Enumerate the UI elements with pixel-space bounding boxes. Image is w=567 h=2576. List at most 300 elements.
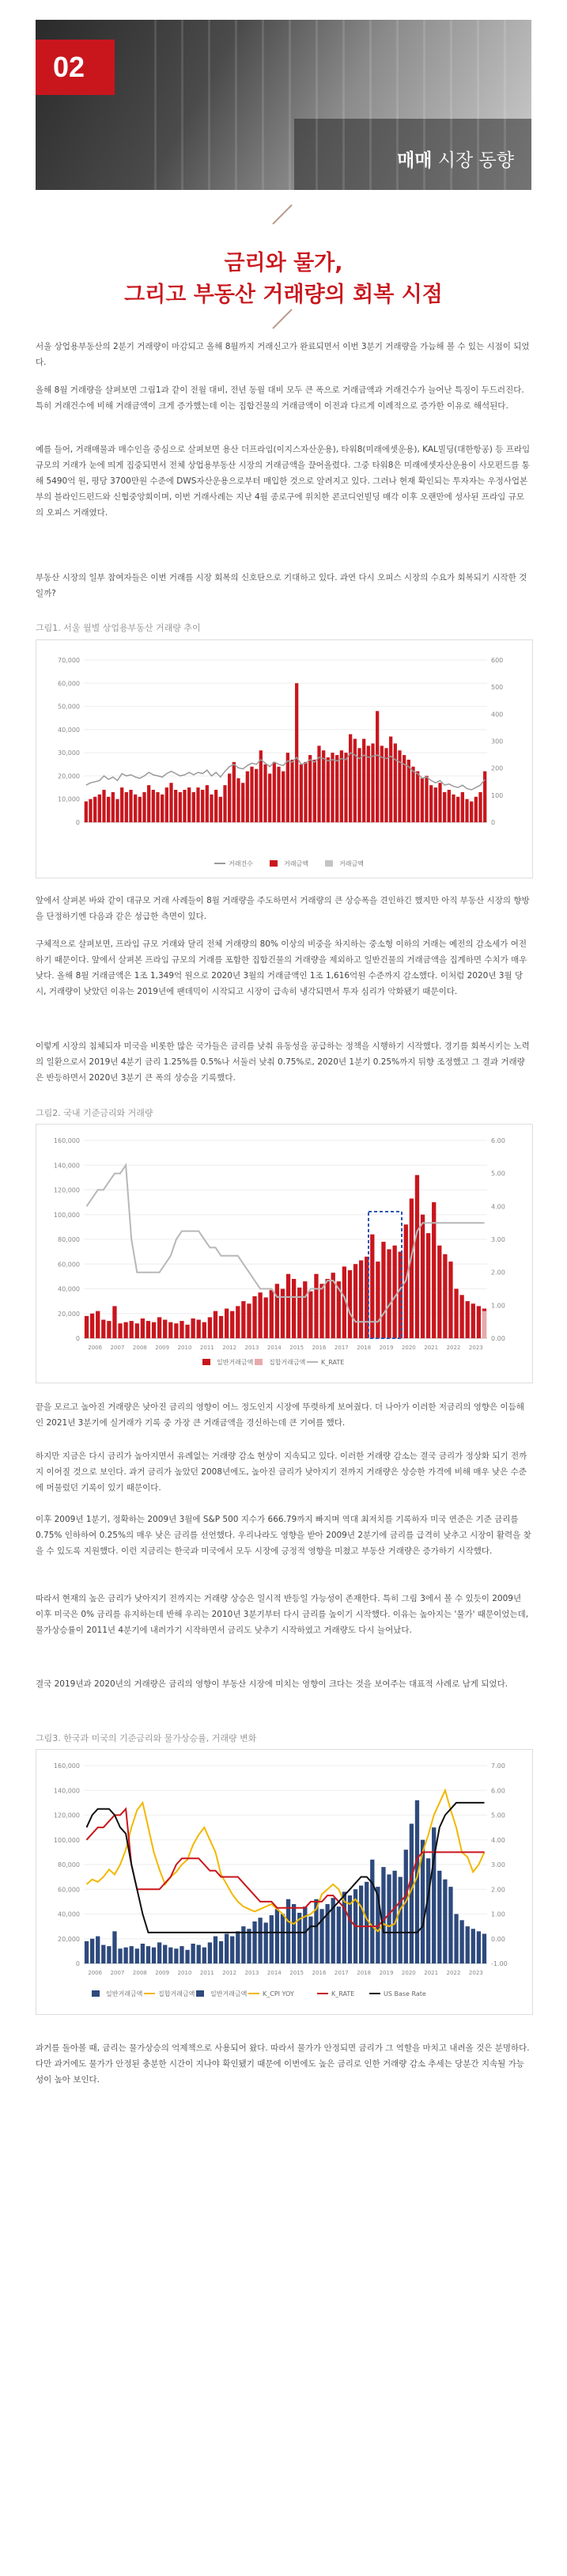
chart-bar — [370, 1860, 374, 1963]
x-tick-label: 2023 — [468, 1345, 483, 1351]
section-header-banner — [36, 20, 531, 190]
chart-bar — [89, 799, 92, 822]
x-tick-label: 2020 — [401, 1345, 416, 1351]
chart-2-box — [36, 1124, 533, 1383]
chart-bar — [236, 1931, 240, 1963]
chart-bar — [163, 1945, 167, 1963]
chart-bar — [270, 1290, 274, 1338]
x-tick-label: 2015 — [289, 1345, 304, 1351]
section-number-box — [36, 40, 115, 95]
y-left-tick-label: 0 — [75, 819, 80, 826]
paragraph: 부동산 시장의 일부 참여자들은 이번 거래를 시장 회복의 신호탄으로 기대하고 있다. 과연 다시 오피스 시장의 수요가 회복되기 시작한 것일까? — [36, 573, 527, 598]
y-left-tick-label: 60,000 — [58, 1886, 80, 1894]
chart-bar — [387, 1250, 391, 1339]
chart-bar — [201, 790, 204, 822]
x-tick-label: 2009 — [155, 1345, 170, 1351]
y-right-tick-label: 500 — [491, 684, 504, 692]
decor-slash-top — [272, 204, 292, 224]
y-left-tick-label: 140,000 — [53, 1787, 80, 1795]
y-right-tick-label: 1.00 — [491, 1302, 505, 1310]
y-left-tick-label: 120,000 — [53, 1186, 80, 1194]
chart-bar — [275, 1284, 279, 1338]
y-left-tick-label: 10,000 — [58, 795, 80, 803]
main-title-line1: 금리와 물가, — [224, 251, 343, 275]
chart-bar — [335, 755, 338, 822]
chart-bar — [135, 1948, 139, 1963]
chart-bar — [290, 760, 293, 822]
chart-bar — [370, 1235, 374, 1338]
header-decor-line — [316, 20, 318, 190]
chart-2 — [36, 1125, 532, 1383]
paragraph: 올해 8월 거래량을 살펴보면 그림1과 같이 전월 대비, 전년 동월 대비 모두 큰 폭으로 거래금액과 거래건수가 늘어난 특징이 두드러진다. 특히 거래건수에 비해 거래금액이 크게 증가했는데 이는 집합건물의 거래금액이 이전과 다르게 이례적으로 증가한 이유로 해석된다. — [36, 385, 524, 411]
chart-bar — [192, 792, 195, 822]
legend-swatch — [325, 860, 333, 867]
chart-bar — [102, 790, 105, 822]
chart-bar — [456, 797, 459, 822]
legend-label: 거래금액 — [284, 860, 308, 867]
chart-bar — [319, 1284, 323, 1338]
chart-bar — [241, 1301, 245, 1338]
chart-bar — [156, 792, 159, 822]
chart-bar — [263, 764, 266, 822]
header-decor-line — [342, 20, 345, 190]
x-tick-label: 2019 — [379, 1970, 394, 1976]
chart-bar — [277, 767, 280, 822]
chart-bar — [214, 1937, 217, 1963]
chart-bar — [421, 778, 424, 822]
y-left-tick-label: 20,000 — [58, 1935, 80, 1943]
chart-bar — [130, 1321, 134, 1338]
chart-bar — [264, 1297, 268, 1338]
y-right-tick-label: 0.00 — [491, 1335, 505, 1342]
main-title-line2: 그리고 부동산 거래량의 회복 시점 — [124, 283, 443, 307]
chart-bar — [107, 797, 110, 822]
x-tick-label: 2020 — [401, 1970, 416, 1976]
paragraph: 서울 상업용부동산의 2분기 거래량이 마감되고 올해 8월까지 거래신고가 완료되면서 이번 3분기 거래량을 가늠해 볼 수 있는 시점이 되었다. — [36, 342, 530, 367]
chart-bar — [241, 783, 244, 822]
chart-bar — [214, 1311, 217, 1338]
y-left-tick-label: 30,000 — [58, 749, 80, 757]
chart-bar — [236, 778, 240, 822]
chart-bar — [214, 790, 217, 822]
chart-bar — [120, 787, 123, 822]
chart-bar — [146, 1321, 150, 1338]
chart-bar — [138, 797, 142, 822]
chart-bar — [223, 785, 226, 822]
header-decor-line — [154, 20, 157, 190]
chart-bar — [416, 772, 419, 822]
y-left-tick-label: 50,000 — [58, 703, 80, 711]
chart-bar — [437, 1871, 441, 1963]
chart-bar — [381, 1242, 385, 1338]
chart-bar — [392, 1871, 396, 1963]
chart-bar — [348, 1895, 352, 1963]
y-right-tick-label: 6.00 — [491, 1787, 505, 1795]
chart-bar — [365, 1882, 369, 1963]
chart-bar — [454, 1914, 458, 1964]
section-title-rest: 시장 동향 — [432, 150, 514, 171]
chart-bar — [252, 1296, 256, 1338]
y-right-tick-label: 0 — [491, 819, 496, 826]
x-tick-label: 2012 — [222, 1345, 237, 1351]
chart-bar — [183, 790, 186, 822]
chart-bar — [407, 760, 410, 822]
chart-bar — [168, 1948, 172, 1963]
y-left-tick-label: 40,000 — [58, 726, 80, 734]
chart-bar — [434, 787, 437, 822]
x-tick-label: 2007 — [110, 1970, 125, 1976]
chart-bar — [179, 792, 182, 822]
chart-bar — [161, 795, 164, 822]
x-tick-label: 2016 — [312, 1345, 327, 1351]
y-right-tick-label: 4.00 — [491, 1836, 505, 1844]
chart-bar — [96, 1937, 100, 1963]
chart-bar — [376, 1261, 380, 1338]
y-right-tick-label: 5.00 — [491, 1170, 505, 1178]
chart-bar — [331, 753, 334, 822]
chart-bar — [466, 1301, 470, 1338]
y-left-tick-label: 120,000 — [53, 1812, 80, 1819]
chart-bar — [196, 787, 199, 822]
chart-3 — [36, 1750, 532, 2014]
chart-bar — [394, 743, 397, 822]
chart-bar — [225, 1934, 229, 1964]
legend-label: 일반거래금액 — [106, 1990, 143, 1997]
chart-bar — [448, 790, 451, 822]
legend-label: K_RATE — [321, 1359, 345, 1366]
chart-bar — [483, 772, 486, 822]
x-tick-label: 2018 — [357, 1970, 372, 1976]
chart-bar — [477, 1931, 481, 1963]
y-right-tick-label: 6.00 — [491, 1137, 505, 1144]
chart-bar — [197, 1945, 201, 1963]
x-tick-label: 2023 — [468, 1970, 483, 1976]
chart-bar — [247, 1303, 251, 1338]
chart-bar — [478, 792, 482, 822]
chart-bar — [191, 1318, 195, 1338]
chart-bar — [411, 767, 414, 822]
figure-title: 그림3. 한국과 미국의 기준금리와 물가상승률, 거래량 변화 — [36, 1733, 257, 1743]
header-decor-line — [369, 20, 372, 190]
chart-bar — [268, 774, 271, 823]
chart-bar — [219, 797, 222, 822]
x-tick-label: 2011 — [199, 1345, 214, 1351]
y-right-tick-label: 4.00 — [491, 1203, 505, 1211]
chart-bar — [252, 1922, 256, 1963]
chart-bar — [465, 799, 468, 822]
chart-bar — [381, 1867, 385, 1963]
chart-bar — [452, 795, 455, 822]
chart-bar — [337, 1906, 341, 1963]
chart-bar — [174, 1323, 178, 1338]
section-title-box — [294, 119, 531, 190]
x-tick-label: 2008 — [132, 1345, 147, 1351]
chart-3-box — [36, 1749, 533, 2015]
x-tick-label: 2011 — [199, 1970, 214, 1976]
chart-bar — [292, 1904, 296, 1963]
chart-bar — [421, 1215, 425, 1338]
paragraph: 앞에서 살펴본 바와 같이 대규모 거래 사례들이 8월 거래량을 주도하면서 거래량의 큰 상승폭을 견인하긴 했지만 아직 부동산 시장의 향방을 단정하기엔 다음과 같은 성급한 측면이 있다. — [36, 896, 530, 921]
legend-label: 거래금액 — [339, 860, 364, 867]
header-decor-line — [396, 20, 399, 190]
chart-bar — [202, 1322, 206, 1338]
y-right-tick-label: 100 — [491, 791, 504, 799]
chart-bar — [90, 1314, 94, 1338]
chart-bar — [134, 795, 137, 822]
chart-bar — [303, 1281, 307, 1338]
chart-bar — [147, 785, 150, 822]
x-tick-label: 2015 — [289, 1970, 304, 1976]
chart-bar — [270, 1915, 274, 1963]
chart-bar — [112, 1306, 116, 1338]
chart-bar — [85, 802, 88, 822]
legend-label: 거래건수 — [229, 860, 253, 867]
legend-label: K_CPI YOY — [263, 1990, 294, 1997]
legend-swatch — [196, 1990, 204, 1997]
chart-bar — [125, 792, 128, 822]
y-left-tick-label: 80,000 — [58, 1861, 80, 1868]
chart-bar — [185, 1950, 189, 1963]
y-right-tick-label: 1.00 — [491, 1910, 505, 1918]
chart-bar — [295, 683, 298, 822]
y-right-tick-label: 3.00 — [491, 1236, 505, 1243]
chart-bar — [443, 1880, 447, 1963]
y-left-tick-label: 40,000 — [58, 1910, 80, 1918]
chart-bar — [389, 737, 392, 822]
chart-bar — [98, 795, 101, 822]
chart-bar — [247, 1929, 251, 1963]
chart-bar — [313, 760, 316, 822]
chart-bar — [90, 1939, 94, 1963]
y-left-tick-label: 160,000 — [53, 1137, 80, 1144]
chart-bar — [319, 1909, 323, 1963]
x-tick-label: 2017 — [334, 1345, 349, 1351]
y-right-tick-label: 7.00 — [491, 1762, 505, 1770]
x-tick-label: 2022 — [446, 1970, 461, 1976]
chart-bar — [308, 1292, 312, 1338]
chart-bar — [286, 753, 289, 822]
chart-bar — [107, 1946, 111, 1963]
chart-1-box — [36, 639, 533, 878]
chart-bar — [275, 1909, 279, 1963]
chart-bar — [448, 1261, 452, 1338]
x-tick-label: 2006 — [88, 1970, 103, 1976]
chart-bar — [208, 1942, 212, 1963]
y-left-tick-label: 20,000 — [58, 772, 80, 780]
chart-bar — [174, 1948, 178, 1963]
chart-bar — [359, 1261, 363, 1338]
chart-bar — [399, 1877, 403, 1963]
chart-bar — [225, 1309, 229, 1339]
legend-swatch — [202, 1359, 210, 1365]
chart-bar — [85, 1941, 89, 1963]
y-left-tick-label: 80,000 — [58, 1236, 80, 1243]
legend-swatch — [92, 1990, 100, 1997]
chart-bar — [474, 797, 478, 822]
chart-bar — [281, 1914, 285, 1964]
legend-swatch — [255, 1359, 263, 1365]
chart-bar — [230, 1937, 234, 1963]
chart-bar — [362, 739, 365, 822]
chart-bar — [273, 762, 276, 822]
y-left-tick-label: 160,000 — [53, 1762, 80, 1770]
x-tick-label: 2014 — [266, 1345, 282, 1351]
chart-bar — [308, 755, 312, 822]
x-tick-label: 2008 — [132, 1970, 147, 1976]
chart-bar — [255, 769, 258, 822]
paragraph: 이후 2009년 1분기, 정확하는 2009년 3월에 S&P 500 지수가 666.79까지 빠지며 역대 최저치를 기록하자 미국 연준은 기준 금리를 0.75% 인하하여 0.25%의 매우 낮은 금리를 선언했다. 우리나라도 영향을 받아 2009년 2분기에 금리를 급격히 낮추고 시장이 활력을 찾을 수 있도록 지원했다. 이런 지금리는 한국과 미국에서 모두 시장에 긍정적 영향을 미쳤고 부동산 거래량은 증가하기 시작했다. — [36, 1515, 531, 1556]
header-decor-line — [181, 20, 183, 190]
x-tick-label: 2012 — [222, 1970, 237, 1976]
chart-bar — [264, 1922, 268, 1963]
chart-bar — [286, 1274, 290, 1338]
chart-bar — [206, 785, 209, 822]
x-tick-label: 2021 — [424, 1970, 439, 1976]
chart-bar — [292, 1279, 296, 1338]
chart-bar — [410, 1198, 414, 1338]
header-decor-line — [208, 20, 210, 190]
paragraph: 하지만 지금은 다시 금리가 높아지면서 유례없는 거래량 감소 현상이 지속되고 있다. 이러한 거래량 감소는 결국 금리가 정상화 되기 전까지 이어질 것으로 보인다. 과거 금리가 높았던 2008년에도, 높아진 금리가 낮아지기 전까지 거래량은 상승한 가격에 비해 매우 낮은 수준에 머물렀던 기록이 있기 때문이다. — [36, 1451, 527, 1493]
chart-bar — [157, 1942, 161, 1963]
chart-bar — [454, 1289, 458, 1339]
y-left-tick-label: 100,000 — [53, 1211, 80, 1219]
chart-bar — [169, 783, 172, 822]
chart-bar — [353, 739, 357, 822]
chart-bar — [152, 790, 155, 822]
chart-bar — [415, 1175, 419, 1338]
chart-bar — [300, 764, 303, 822]
paragraph: 끝을 모르고 높아진 거래량은 낮아진 금리의 영향이 어느 정도인지 시장에 뚜렷하게 보여줬다. 더 나아가 이러한 저금리의 영향은 이듬해인 2021년 3분기에 실거래가 기록 중 가장 큰 거래금액을 경신하는데 큰 기여를 했다. — [36, 1402, 524, 1428]
chart-bar — [281, 1289, 285, 1339]
x-tick-label: 2018 — [357, 1345, 372, 1351]
paragraph: 따라서 현재의 높은 금리가 낮아지기 전까지는 거래량 상승은 일시적 반등일 가능성이 존재한다. 특히 그림 3에서 볼 수 있듯이 2009년 이후 미국은 0% 금리를 유지하는데 반해 우리는 2010년 3분기부터 다시 금리를 높이기 시작했다. 이유는 높아지는 '물가' 때문이었는데, 물가상승률이 2011년 4분기에 내려가기 시작하면서 금리도 낮추기 시작하였고 거래량도 다시 늘어났다. — [36, 1594, 529, 1635]
header-decor-line — [450, 20, 452, 190]
legend-label: US Base Rate — [384, 1990, 426, 1997]
chart-bar — [477, 1306, 481, 1338]
chart-bar — [142, 792, 146, 822]
chart-bar — [197, 1320, 201, 1338]
chart-bar — [376, 711, 379, 822]
y-left-tick-label: 20,000 — [58, 1310, 80, 1318]
chart-bar — [180, 1946, 183, 1963]
paragraph: 예를 들어, 거래매물과 매수인을 중심으로 살펴보면 용산 더프라임(이지스자산운용), 타워8(미래에셋운용), KAL빌딩(대한항공) 등 프라임 규모의 거래가 눈에 띄게 집중되면서 전체 상업용부동산 시장의 거래금액을 끌어올렸다. 그중 타워8은 미래에셋자산운용이 사모펀드를 통해 5490억 원, 평당 3700만원 수준에 DWS자산운용으로부터 매입한 것으로 알려지고 있다. 그러나 현재 확인되는 투자자는 우정사업본부의 블라인드펀드와 신협중앙회이며, 이번 거래사례는 지난 4월 종로구에 위치한 콘코디언빌딩 매각 이후 오랜만에 성사된 프라임 규모의 오피스 거래였다. — [36, 445, 531, 518]
section-title — [397, 146, 514, 172]
chart-bar — [392, 1246, 396, 1338]
chart-bar — [130, 1946, 134, 1963]
section-number: 02 — [53, 51, 85, 83]
chart-bar — [471, 1929, 475, 1963]
chart-bar — [258, 1292, 262, 1338]
x-tick-label: 2019 — [379, 1345, 394, 1351]
x-tick-label: 2014 — [266, 1970, 282, 1976]
chart-bar — [101, 1320, 105, 1338]
chart-bar — [152, 1948, 156, 1963]
chart-bar — [232, 762, 236, 822]
y-left-tick-label: 40,000 — [58, 1285, 80, 1293]
x-tick-label: 2013 — [244, 1345, 259, 1351]
chart-bar — [129, 790, 132, 822]
chart-bar — [438, 783, 441, 822]
chart-bar — [202, 1948, 206, 1963]
legend-label: 집합거래금액 — [269, 1359, 306, 1366]
y-right-tick-label: 200 — [491, 764, 504, 772]
y-left-tick-label: 140,000 — [53, 1162, 80, 1170]
chart-bar — [180, 1321, 183, 1338]
chart-bar — [353, 1264, 357, 1338]
paragraph: 구체적으로 살펴보면, 프라임 규모 거래와 달리 전체 거래량의 80% 이상의 비중을 차지하는 중소형 이하의 거래는 예전의 감소세가 여전하기 때문이다. 앞에서 살펴본 프라임 규모의 거래를 포함한 집합건물의 거래량을 제외하고 일반건물의 거래금액을 집계하면 수치가 매우 낮다. 올해 8월 거래금액은 1조 1,349억 원으로 2020년 3월의 거래금액인 1조 1,616억원 수준까지 감소했다. 이처럼 2020년 3월 당시, 거래량이 낮았던 이유는 2019년에 팬데믹이 시작되고 시장이 급속히 냉각되면서 투자 심리가 악화됐기 때문이다. — [36, 939, 527, 996]
chart-bar — [340, 750, 343, 822]
section-title-bold: 매매 — [397, 150, 433, 171]
chart-bar — [482, 1311, 486, 1338]
chart-bar — [157, 1317, 161, 1338]
decor-slash-bottom — [272, 309, 292, 328]
y-right-tick-label: 5.00 — [491, 1812, 505, 1819]
chart-bar — [459, 1920, 463, 1963]
chart-bar — [471, 1303, 475, 1338]
chart-bar — [185, 1325, 189, 1338]
chart-bar — [96, 1311, 100, 1338]
chart-bar — [123, 1322, 127, 1338]
chart-bar — [219, 1316, 223, 1338]
chart-bar — [219, 1941, 223, 1963]
chart-bar — [466, 1926, 470, 1963]
x-tick-label: 2017 — [334, 1970, 349, 1976]
chart-bar — [246, 772, 249, 822]
chart-bar — [85, 1316, 89, 1338]
chart-bar — [168, 1322, 172, 1338]
chart-bar — [443, 1254, 447, 1338]
chart-bar — [112, 792, 115, 822]
chart-bar — [443, 792, 446, 822]
chart-bar — [297, 1288, 301, 1338]
header-decor-line — [477, 20, 479, 190]
chart-bar — [425, 776, 428, 822]
y-right-tick-label: 400 — [491, 711, 504, 719]
chart-bar — [118, 1323, 122, 1338]
chart-bar — [141, 1944, 145, 1963]
chart-bar — [459, 1295, 463, 1338]
chart-bar — [482, 1934, 486, 1964]
chart-bar — [344, 753, 347, 822]
chart-bar — [101, 1945, 105, 1963]
chart-bar — [107, 1321, 111, 1338]
y-left-tick-label: 60,000 — [58, 1261, 80, 1269]
y-right-tick-label: 600 — [491, 657, 504, 664]
figure-title: 그림1. 서울 월별 상업용부동산 거래량 추이 — [36, 623, 201, 633]
legend-label: 일반거래금액 — [217, 1359, 254, 1366]
y-right-tick-label: 2.00 — [491, 1269, 505, 1277]
chart-bar — [191, 1944, 195, 1963]
chart-bar — [384, 748, 387, 822]
x-tick-label: 2016 — [312, 1970, 327, 1976]
chart-bar — [470, 802, 473, 822]
y-left-tick-label: 60,000 — [58, 680, 80, 688]
chart-bar — [387, 1875, 391, 1964]
x-tick-label: 2007 — [110, 1345, 125, 1351]
chart-bar — [314, 1274, 318, 1338]
y-left-tick-label: 0 — [75, 1960, 80, 1967]
y-right-tick-label: 3.00 — [491, 1861, 505, 1868]
legend-label: 집합거래금액 — [158, 1990, 195, 1997]
paragraph: 과거를 돌아볼 때, 금리는 물가상승의 억제책으로 사용되어 왔다. 따라서 물가가 안정되면 금리가 그 역할을 마치고 내려올 것은 분명하다. 다만 과거에도 물가가 안정된 충분한 시간이 지나야 확인됐기 때문에 이번에도 높은 금리로 인한 거래량 감소 추세는 당분간 지속될 가능성이 높아 보인다. — [36, 2043, 530, 2085]
y-left-tick-label: 0 — [75, 1335, 80, 1342]
chart-bar — [437, 1246, 441, 1338]
x-tick-label: 2009 — [155, 1970, 170, 1976]
chart-1 — [36, 640, 532, 878]
chart-bar — [141, 1318, 145, 1338]
y-right-tick-label: 0.00 — [491, 1935, 505, 1943]
chart-bar — [118, 1948, 122, 1963]
